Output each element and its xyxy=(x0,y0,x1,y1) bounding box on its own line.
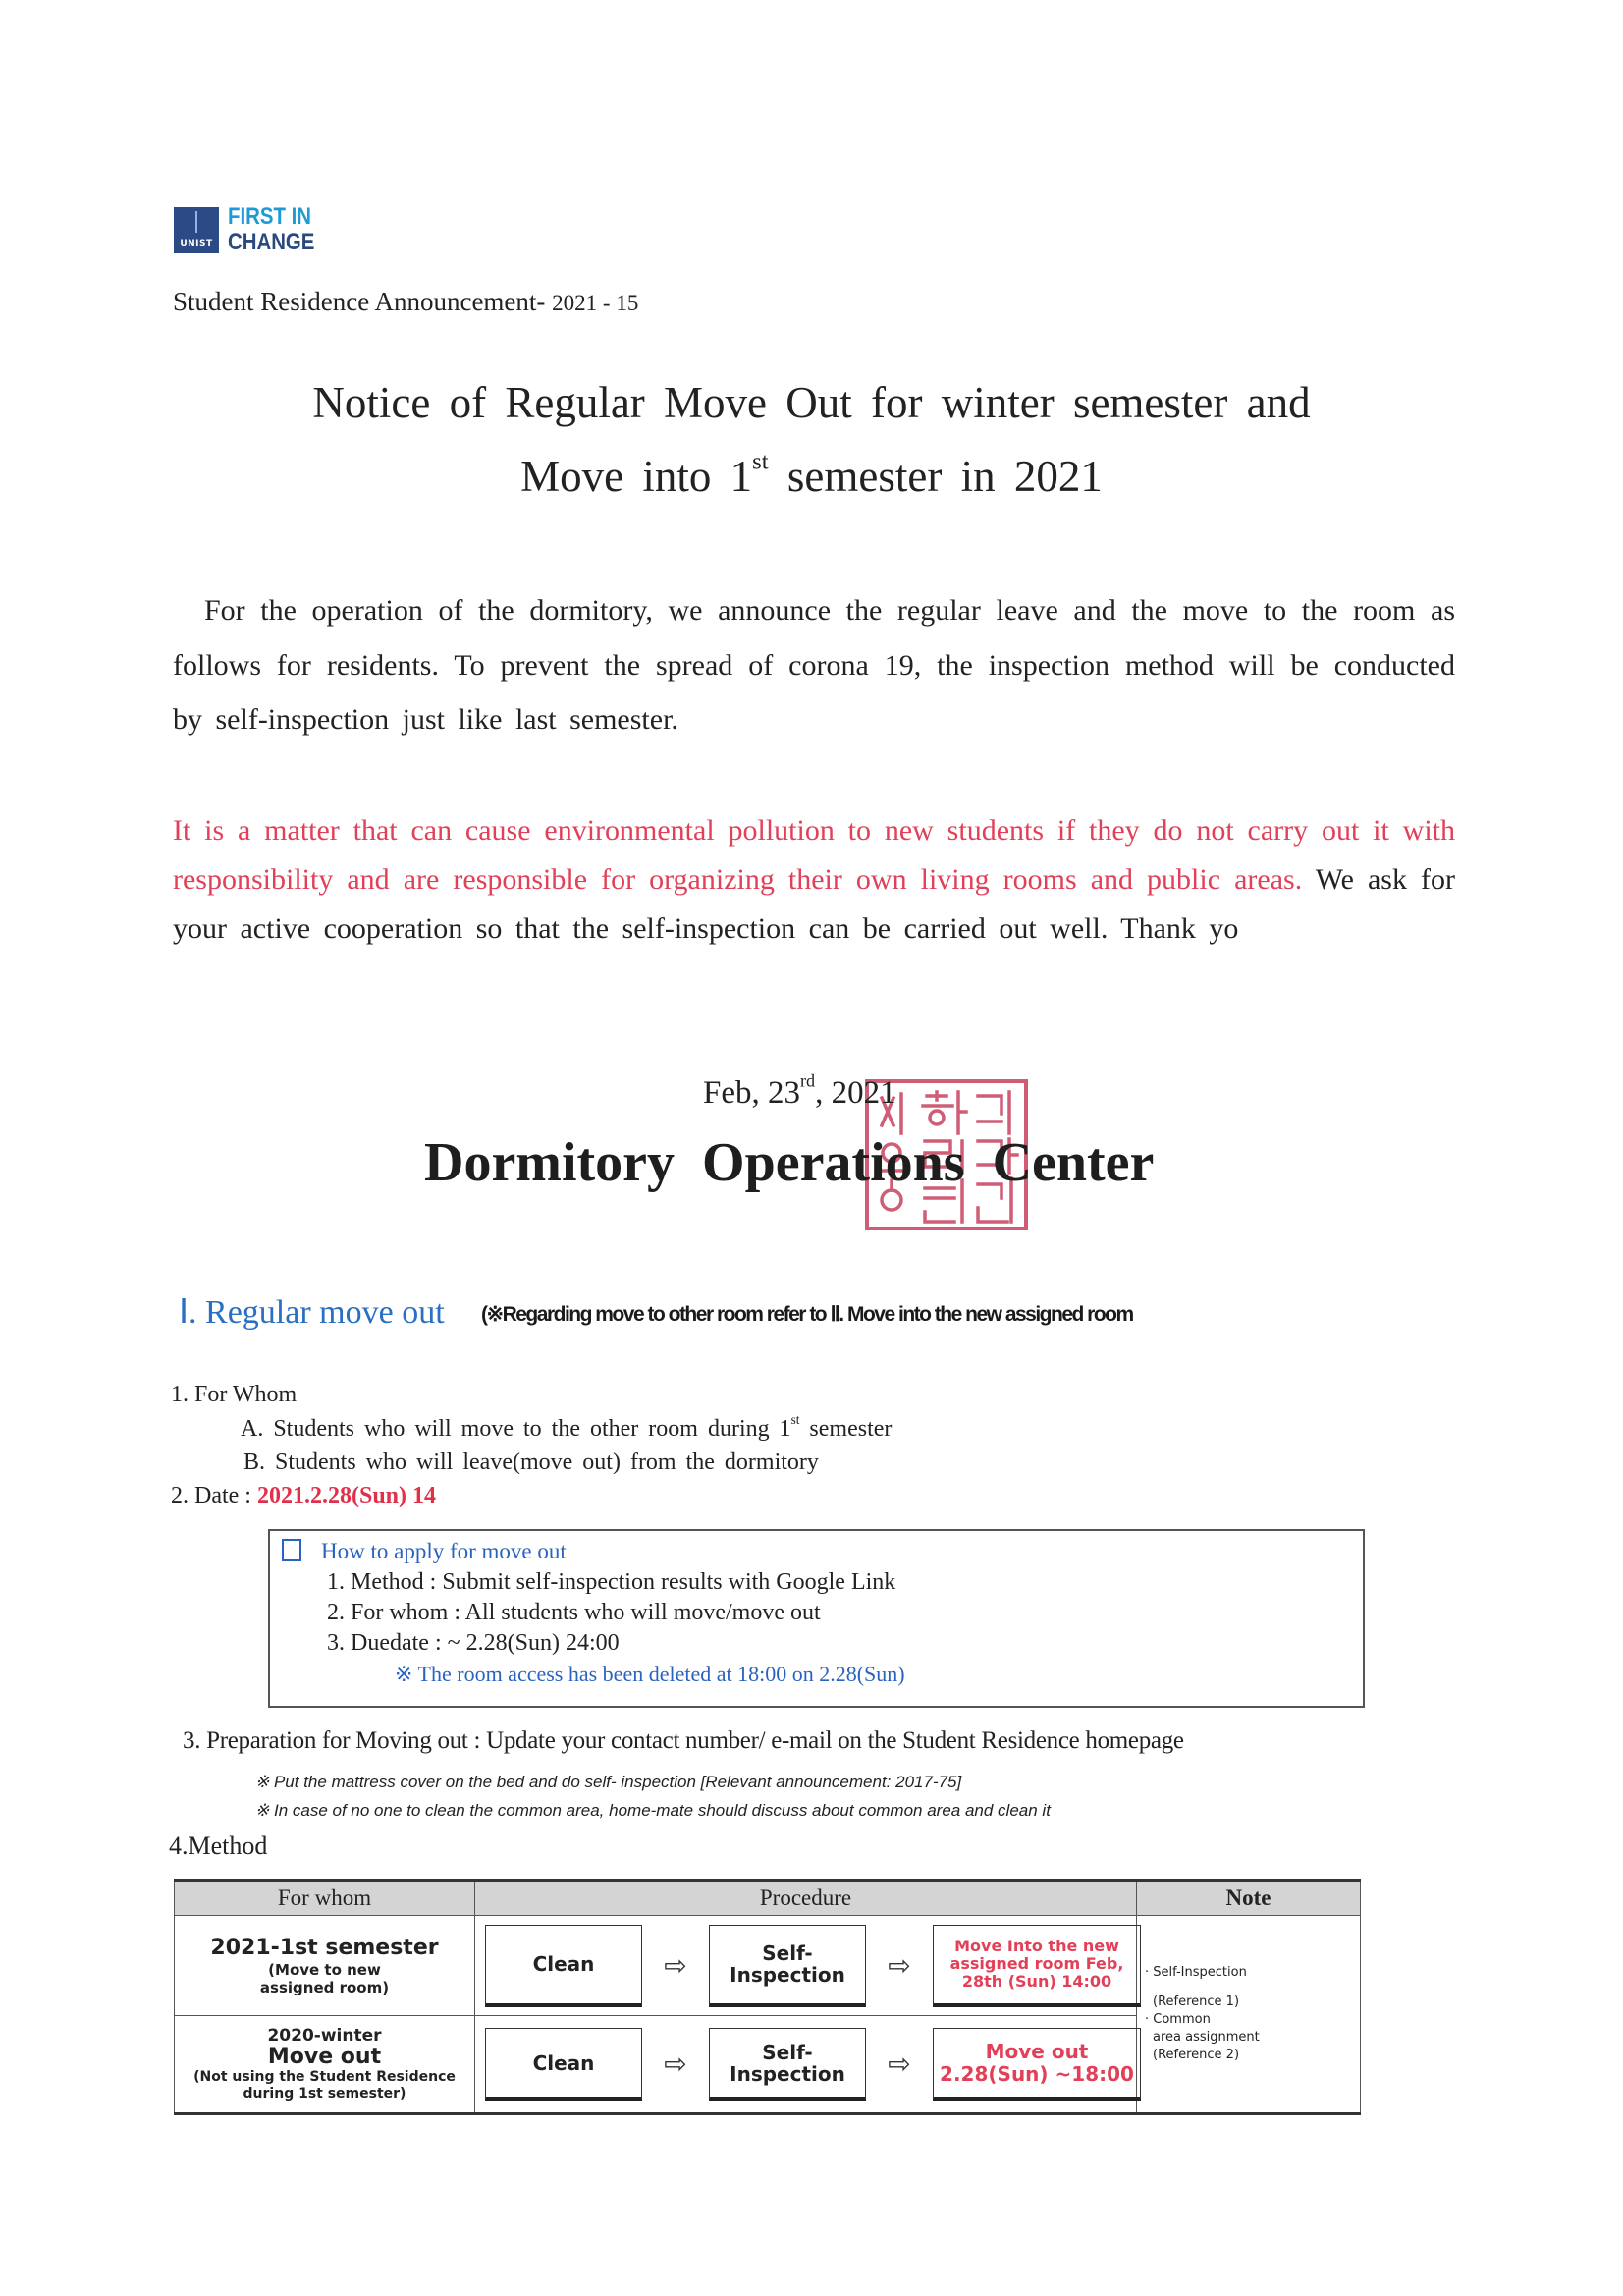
note-line: (Reference 1) xyxy=(1153,1995,1240,2009)
arrow-right-icon: ⇨ xyxy=(664,1948,687,1982)
logo-line2: CHANGE xyxy=(228,229,315,255)
table-header-row xyxy=(175,1881,1361,1916)
organization-name: Dormitory Operations Center xyxy=(424,1132,1155,1193)
method-label: 4.Method xyxy=(169,1831,268,1860)
warning-text: It is a matter that can cause environmental pollution to new students if they do not carry out it with responsibility and are responsible for organizing their own living rooms and public areas. xyxy=(173,814,1455,896)
step-move-out: Move out 2.28(Sun) ~18:00 xyxy=(933,2028,1141,2101)
header-note: Note xyxy=(1137,1881,1361,1916)
who-title: 2021-1st semester xyxy=(210,1935,439,1960)
arrow-right-icon: ⇨ xyxy=(664,2048,687,2080)
logo-line1: FIRST IN xyxy=(228,203,311,230)
for-whom-a-pre: A. Students who will move to the other room during 1 xyxy=(241,1416,791,1442)
step-self-inspection: Self- Inspection xyxy=(709,1925,866,2007)
arrow-right-icon: ⇨ xyxy=(888,2048,911,2080)
procedure-cell xyxy=(475,1916,1137,2016)
date-value: 2021.2.28(Sun) 14 xyxy=(256,1483,437,1508)
sign-date-post: , 2021 xyxy=(815,1075,896,1111)
header-procedure: Procedure xyxy=(475,1881,1137,1916)
intro-paragraph: For the operation of the dormitory, we announce the regular leave and the move to the room as follows for residents. To prevent the spread of corona 19, the inspection method will be conducted by self-inspection just like last semester. xyxy=(173,594,1455,736)
who-cell xyxy=(175,2016,475,2114)
for-whom-label: 1. For Whom xyxy=(171,1382,298,1407)
note-line: · Self-Inspection xyxy=(1145,1965,1247,1980)
for-whom-a-post: semester xyxy=(799,1416,893,1442)
unist-logo-mark xyxy=(174,207,219,253)
apply-box-note: ※ The room access has been deleted at 18:00 on 2.28(Sun) xyxy=(395,1662,905,1686)
logo-mark-text: UNIST xyxy=(180,239,213,248)
signature-date xyxy=(703,1070,896,1113)
step-self-inspection: Self- Inspection xyxy=(709,2028,866,2101)
apply-item: 1. Method : Submit self-inspection results with Google Link xyxy=(327,1569,896,1595)
who-title: Move out xyxy=(267,2045,382,2069)
checkbox-square-icon xyxy=(282,1539,301,1561)
note-line: area assignment xyxy=(1153,2030,1260,2045)
page-title-line1: Notice of Regular Move Out for winter semester and xyxy=(312,378,1311,427)
apply-item: 3. Duedate : ~ 2.28(Sun) 24:00 xyxy=(327,1630,620,1656)
preparation-note: ※ Put the mattress cover on the bed and do self- inspection [Relevant announcement: 2017-75] xyxy=(255,1773,962,1791)
announcement-number xyxy=(173,287,638,317)
apply-box-title-text: How to apply for move out xyxy=(321,1539,567,1563)
sign-date-pre: Feb, 23 xyxy=(703,1075,800,1111)
procedure-cell xyxy=(475,2016,1137,2114)
date-line xyxy=(171,1481,436,1510)
page-title-line2 xyxy=(147,448,1476,502)
who-subtitle: (Not using the Student Residence during 1st semester) xyxy=(193,2069,456,2102)
section-heading-note: (※Regarding move to other room refer to Ⅱ. Move into the new assigned room xyxy=(481,1303,1133,1326)
sign-date-sup: rd xyxy=(800,1070,816,1091)
note-line: (Reference 2) xyxy=(1153,2048,1240,2062)
who-cell xyxy=(175,1916,475,2016)
who-top: 2020-winter xyxy=(267,2026,382,2046)
preparation-line: 3. Preparation for Moving out : Update your contact number/ e-mail on the Student Residence homepage xyxy=(183,1727,1184,1754)
apply-box-title xyxy=(282,1538,567,1565)
cooperation-text: We ask for your active cooperation so that the self-inspection can be carried out well. Thank yo xyxy=(173,863,1455,945)
for-whom-a-sup: st xyxy=(790,1412,800,1428)
for-whom-item-b: B. Students who will leave(move out) from the dormitory xyxy=(243,1449,819,1475)
note-line: · Common xyxy=(1145,2012,1211,2027)
table-row xyxy=(175,1916,1361,2016)
title-line2-pre: Move into 1 xyxy=(520,452,753,501)
section-heading: Ⅰ. Regular move out xyxy=(179,1294,445,1331)
title-line2-post: semester in 2021 xyxy=(768,452,1103,501)
preparation-note: ※ In case of no one to clean the common area, home-mate should discuss about common area and clean it xyxy=(255,1801,1051,1820)
title-line2-sup: st xyxy=(752,448,769,475)
step-move-in: Move Into the new assigned room Feb, 28th (Sun) 14:00 xyxy=(933,1925,1141,2007)
announcement-label: Student Residence Announcement- xyxy=(173,287,546,316)
step-clean: Clean xyxy=(485,2028,642,2101)
date-label: 2. Date : xyxy=(171,1483,257,1508)
step-clean: Clean xyxy=(485,1925,642,2007)
note-cell xyxy=(1137,1916,1361,2114)
header-for-whom: For whom xyxy=(175,1881,475,1916)
arrow-right-icon: ⇨ xyxy=(888,1948,911,1982)
for-whom-item-a xyxy=(241,1414,892,1444)
cooperation-paragraph xyxy=(173,806,1455,954)
who-subtitle: (Move to new assigned room) xyxy=(259,1960,390,1996)
apply-item: 2. For whom : All students who will move/move out xyxy=(327,1600,821,1625)
announcement-id: 2021 - 15 xyxy=(552,291,639,315)
method-table xyxy=(174,1879,1361,2115)
logo-bar xyxy=(195,211,197,233)
